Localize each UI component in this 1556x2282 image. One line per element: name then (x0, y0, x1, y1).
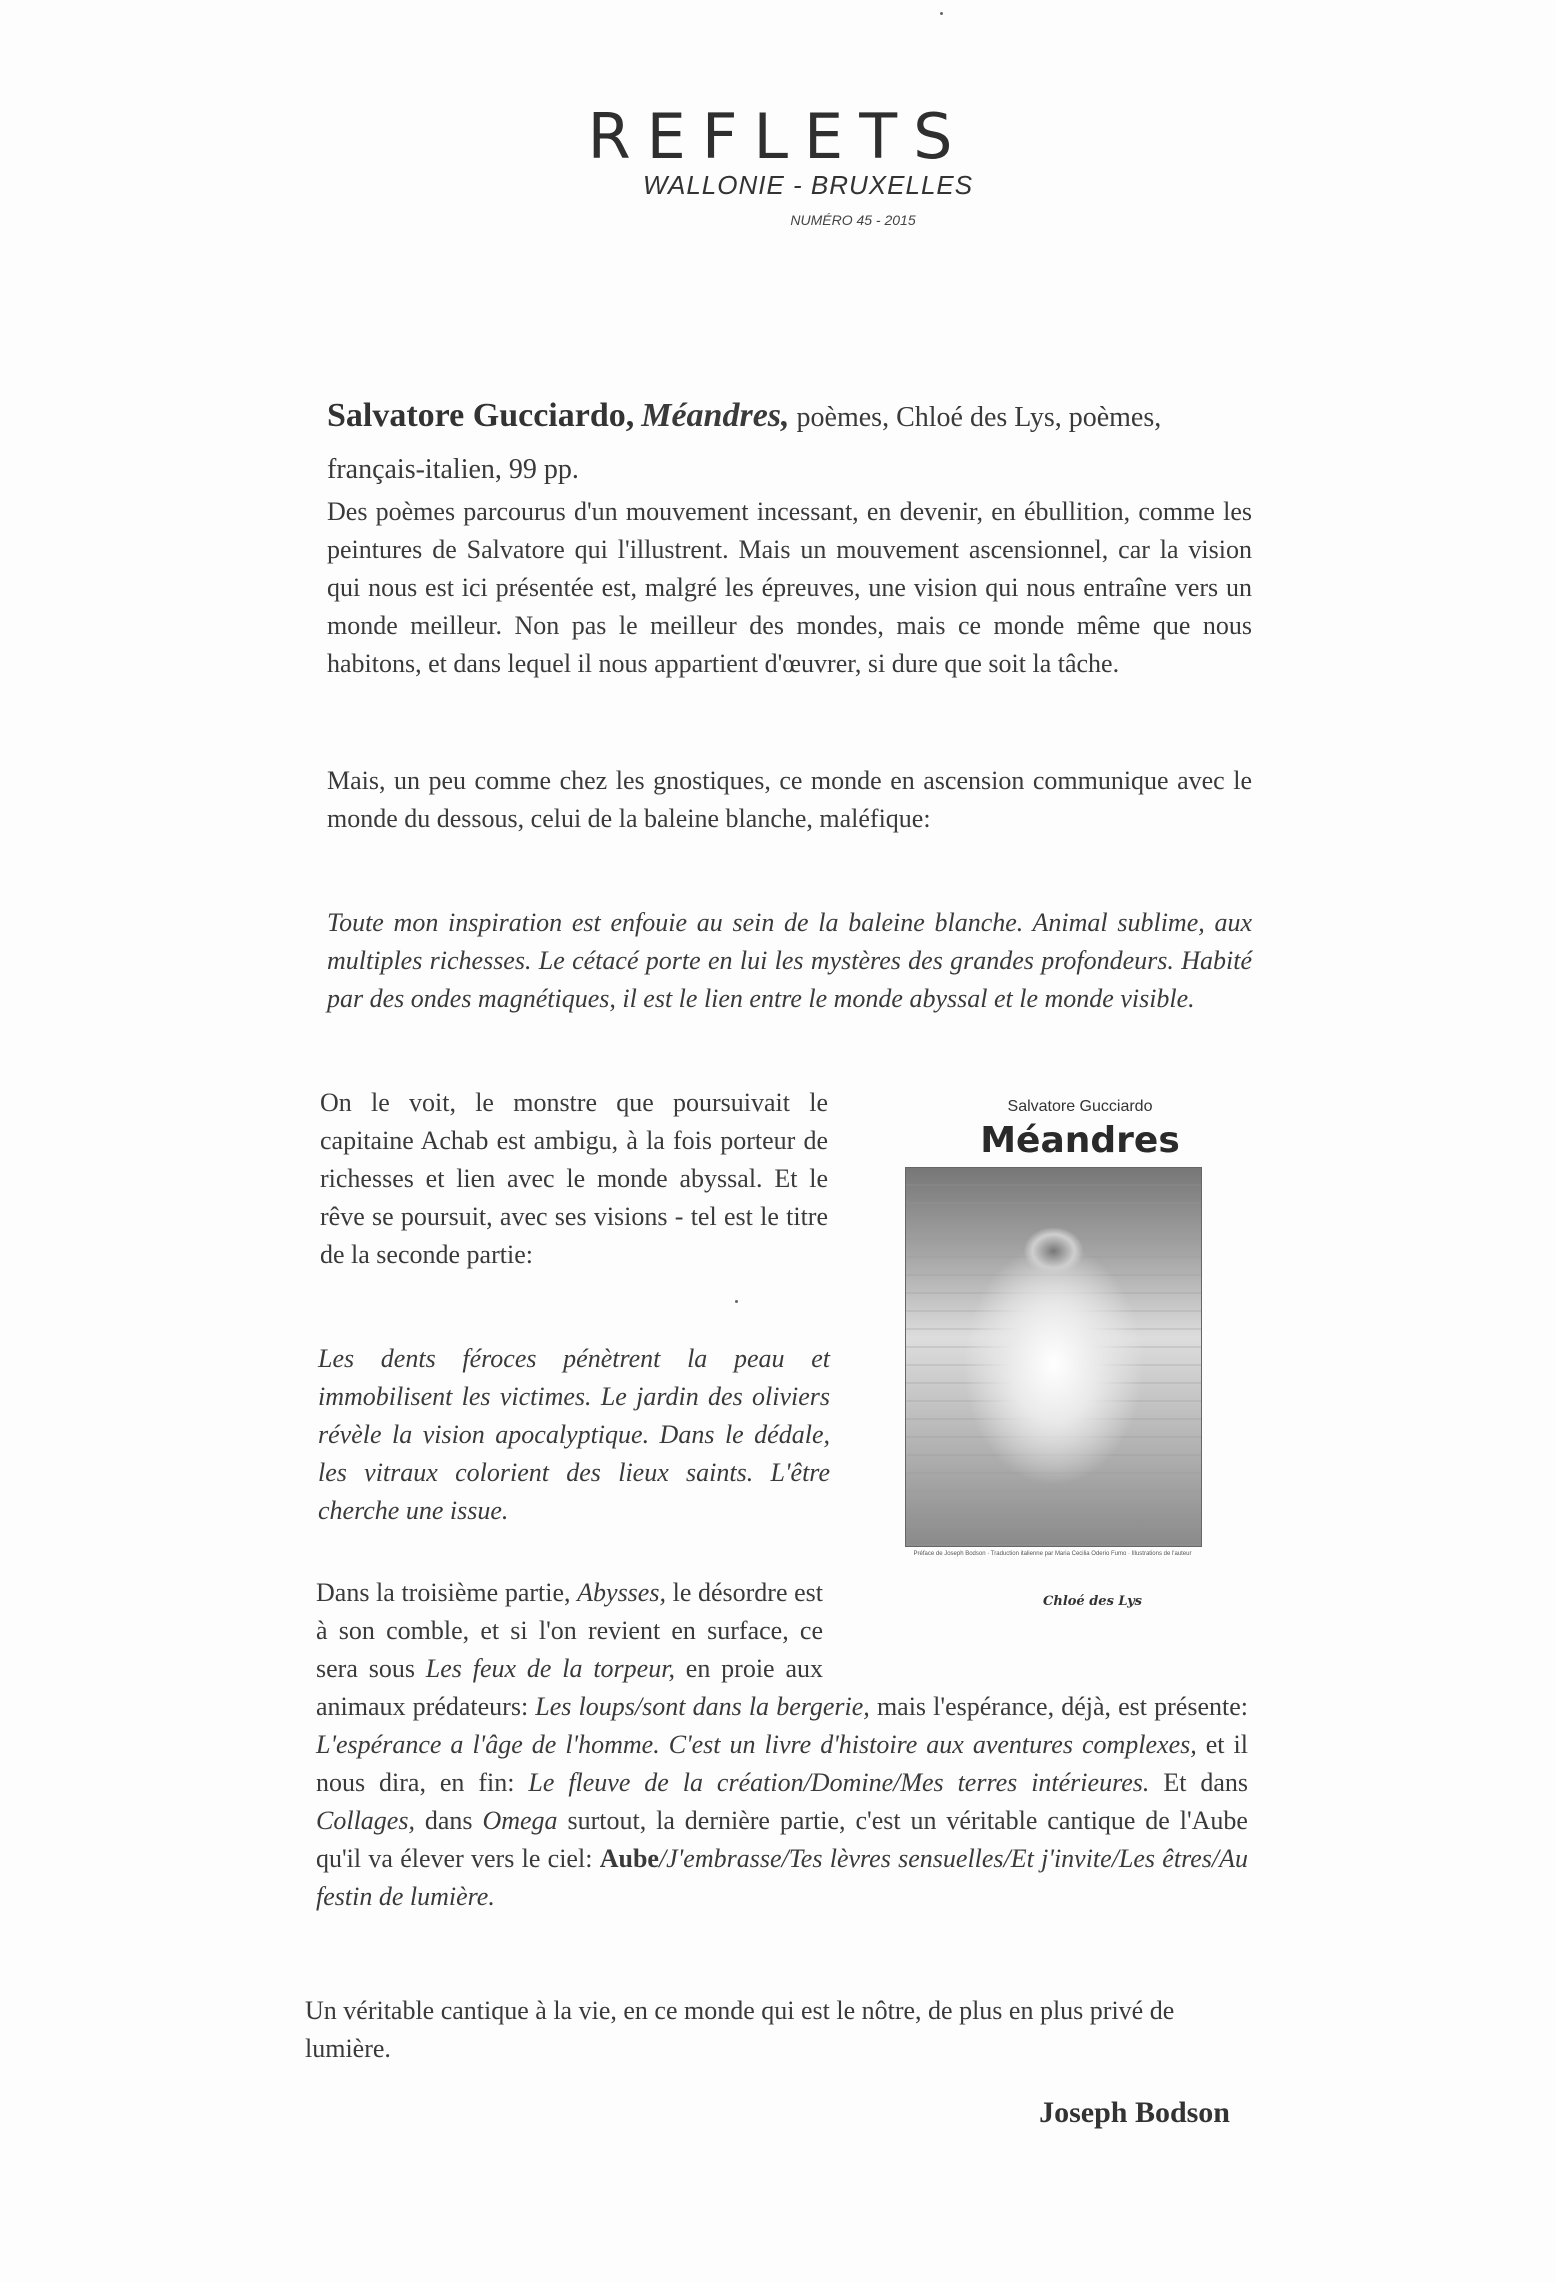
p4-abysses: Abysses, (577, 1578, 666, 1607)
p4-collages: Collages, (316, 1806, 415, 1835)
cover-publisher-logo: Chloé des Lys (1043, 1594, 1142, 1609)
paragraph-3: On le voit, le monstre que poursuivait le capitaine Achab est ambigu, à la fois porteur de richesses et lien avec le monde abyssal. Et le rêve se poursuit, avec ses visions - tel est le titre de la seconde partie: (320, 1088, 828, 1269)
p4-feux: Les feux de la torpeur, (425, 1654, 675, 1683)
heading-book-title: Méandres, (641, 397, 790, 434)
p4-loups: Les loups/sont dans la bergerie, (535, 1692, 870, 1721)
quote-2: Les dents féroces pénètrent la peau et immobilisent les victimes. Le jardin des oliviers révèle la vision apocalyptique. Dans le dédale, les vitraux colorient des lieux saints. L'être cherche une issue. (318, 1344, 830, 1525)
p4-mid4: et il nous dira, en fin: (316, 1730, 1248, 1797)
cover-credits: Préface de Joseph Bodson · Traduction italienne par Maria Cecilia Oderio Fumo · Illustrations de l'auteur (913, 1551, 1192, 1557)
heading-author: Salvatore Gucciardo, (327, 397, 635, 434)
signature: Joseph Bodson (1039, 2096, 1230, 2129)
heading-details: poèmes, Chloé des Lys, poèmes, français-italien, 99 pp. (327, 402, 1162, 485)
paragraph-2: Mais, un peu comme chez les gnostiques, ce monde en ascension communique avec le monde du dessous, celui de la baleine blanche, maléfique: (327, 766, 1252, 833)
magazine-title: REFLETS (587, 100, 969, 173)
cover-wrap-spacer (823, 1574, 1248, 1688)
p4-mid: le désordre est à son comble, et si l'on revient en surface, ce sera sous (316, 1578, 823, 1683)
p4-end: /J'embrasse/Tes lèvres sensuelles/Et j'invite/Les êtres/Au festin de lumière. (316, 1844, 1248, 1911)
quote-1: Toute mon inspiration est enfouie au sein de la baleine blanche. Animal sublime, aux multiples richesses. Le cétacé porte en lui les mystères des grandes profondeurs. Habité par des ondes magnétiques, il est le lien entre le monde abyssal et le monde visible. (327, 908, 1252, 1013)
p4-start: Dans la troisième partie, (316, 1578, 578, 1607)
paragraph-4 (316, 1574, 1248, 1916)
p4-fleuve: Le fleuve de la création/Domine/Mes terres intérieures. (528, 1768, 1150, 1797)
p4-mid3: mais l'espérance, déjà, est présente: (869, 1692, 1248, 1721)
paragraph-1: Des poèmes parcourus d'un mouvement incessant, en devenir, en ébullition, comme les peintures de Salvatore qui l'illustrent. Mais un mouvement ascensionnel, car la vision qui nous est ici présentée est, malgré les épreuves, une vision qui nous entraîne vers un monde meilleur. Non pas le meilleur des mondes, mais ce monde même que nous habitons, et dans lequel il nous appartient d'œuvrer, si dure que soit la tâche. (327, 497, 1252, 678)
p4-mid6: dans (414, 1806, 483, 1835)
p4-aube: Aube (599, 1844, 659, 1873)
issue-number: NUMÉRO 45 - 2015 (790, 212, 916, 228)
speck (940, 12, 943, 15)
p4-mid5: Et dans (1149, 1768, 1249, 1797)
review-heading (327, 390, 1252, 496)
speck (735, 1300, 738, 1303)
magazine-subtitle: WALLONIE - BRUXELLES (642, 170, 974, 200)
cover-image (905, 1167, 1202, 1547)
p4-mid7: surtout, la dernière partie, c'est un véritable cantique de l'Aube qu'il va élever vers le ciel: (316, 1806, 1248, 1873)
paragraph-5: Un véritable cantique à la vie, en ce monde qui est le nôtre, de plus en plus privé de lumière. (305, 1996, 1175, 2063)
p4-omega: Omega (482, 1806, 558, 1835)
p4-esperance: L'espérance a l'âge de l'homme. C'est un livre d'histoire aux aventures complexes, (316, 1730, 1197, 1759)
cover-title: Méandres (980, 1120, 1180, 1161)
cover-author: Salvatore Gucciardo (1007, 1098, 1153, 1115)
p4-mid2: en proie aux animaux prédateurs: (316, 1654, 823, 1721)
